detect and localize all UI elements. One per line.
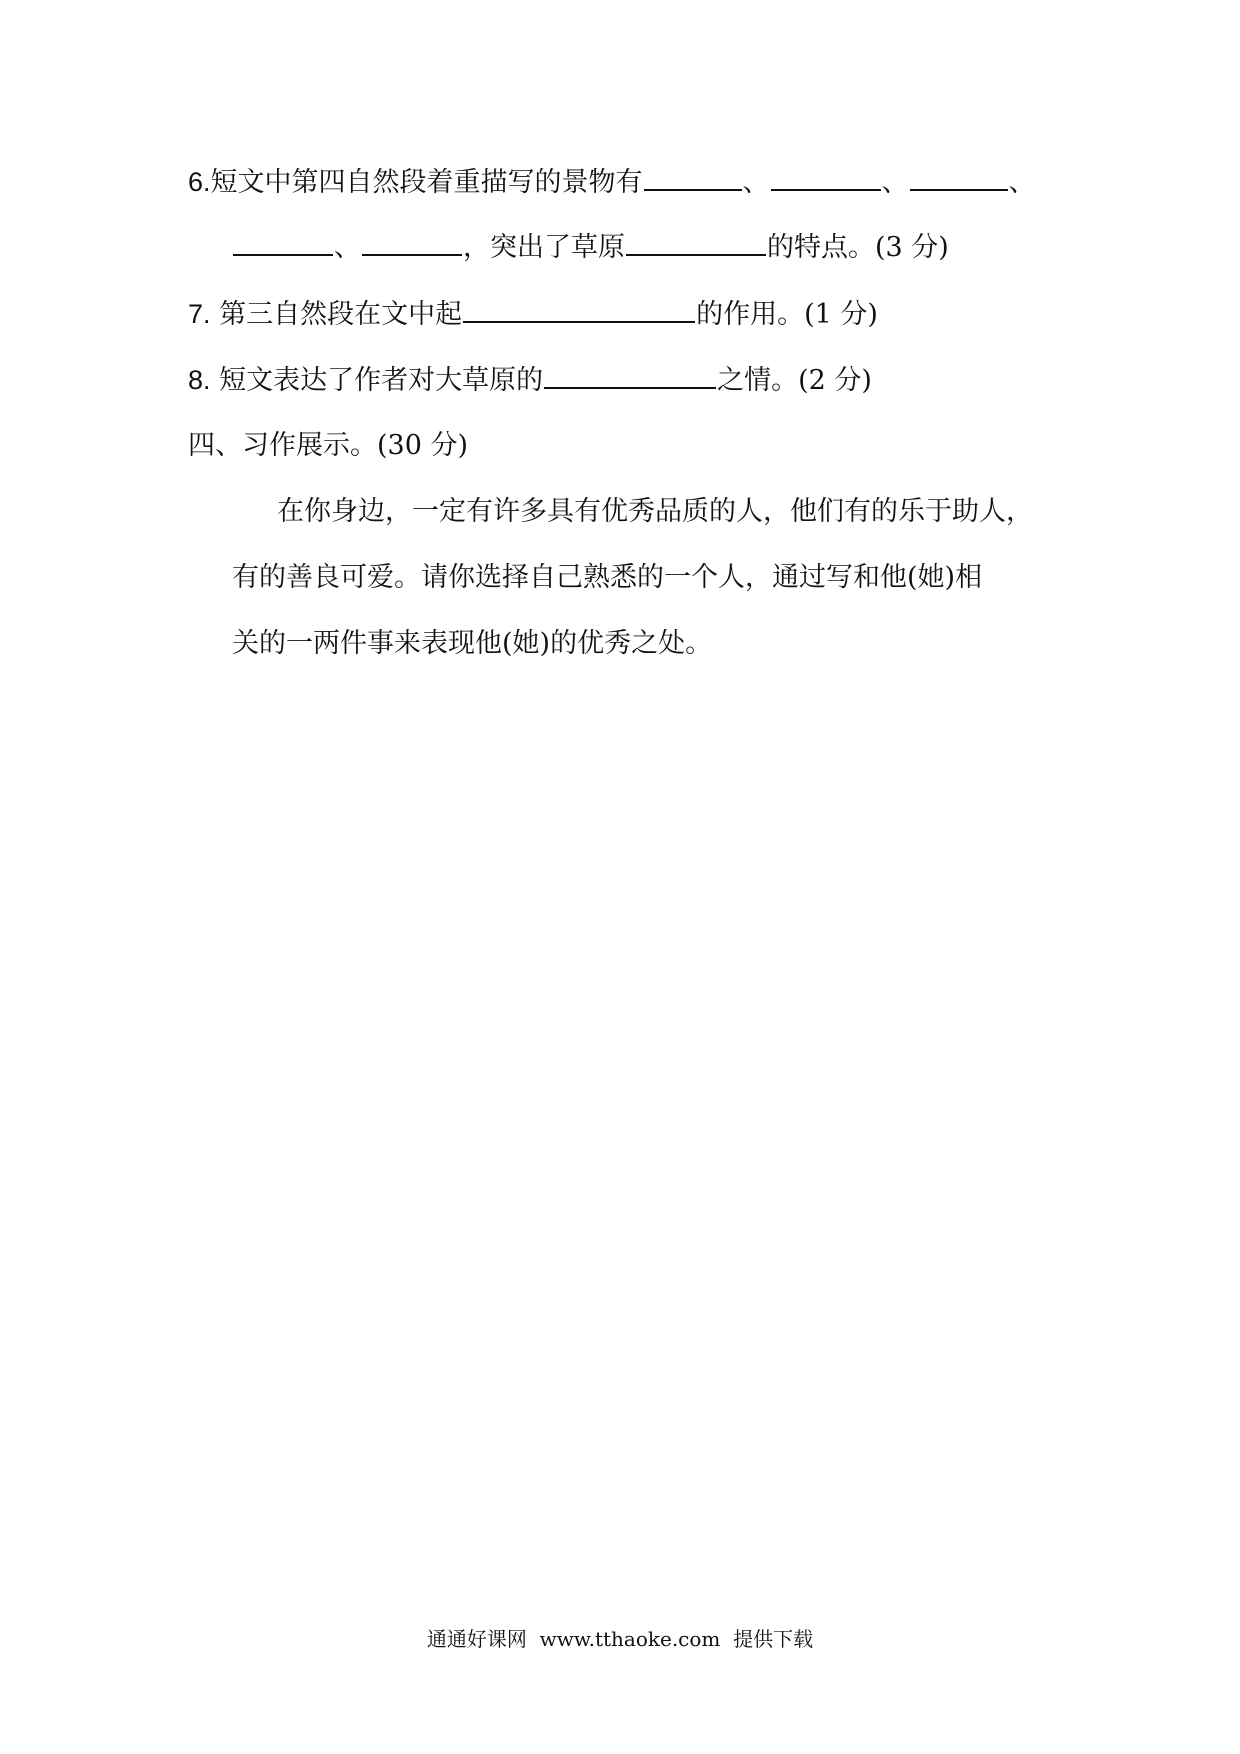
footer-credit: 通通好课网 www.tthaoke.com 提供下载 [426, 1627, 814, 1651]
section-4-paragraph-line-2: 有的善良可爱。请你选择自己熟悉的一个人，通过写和他(她)相 [232, 562, 983, 593]
question-6-score: 的特点。(3 分) [767, 232, 949, 263]
question-8-score: 之情。(2 分) [717, 365, 872, 396]
answer-blank[interactable] [233, 228, 333, 256]
question-7 [188, 294, 878, 335]
answer-blank[interactable] [544, 361, 716, 389]
question-8-number: 8. [188, 365, 211, 395]
answer-blank[interactable] [644, 163, 742, 191]
separator: 、 [881, 167, 909, 198]
section-4-paragraph-line-1: 在你身边，一定有许多具有优秀品质的人，他们有的乐于助人， [277, 496, 1033, 527]
separator: 、 [742, 167, 770, 198]
answer-blank[interactable] [910, 163, 1008, 191]
separator: 、 [1008, 167, 1036, 198]
section-4-paragraph-line-3: 关的一两件事来表现他(她)的优秀之处。 [232, 628, 713, 659]
answer-blank[interactable] [771, 163, 881, 191]
answer-blank[interactable] [463, 295, 695, 323]
question-6-line-2-text: ，突出了草原 [463, 232, 625, 263]
section-4-heading: 四、习作展示。(30 分) [188, 430, 469, 461]
separator: 、 [334, 232, 361, 263]
question-7-number: 7. [188, 299, 211, 329]
question-8 [188, 360, 872, 401]
question-6-number: 6. [188, 167, 211, 197]
answer-blank[interactable] [362, 228, 462, 256]
answer-blank[interactable] [626, 228, 766, 256]
question-6-text: 短文中第四自然段着重描写的景物有 [210, 167, 643, 198]
question-6-line-2 [232, 228, 949, 268]
question-7-text: 第三自然段在文中起 [219, 299, 463, 330]
question-6-line-1 [188, 162, 1036, 203]
question-8-text: 短文表达了作者对大草原的 [219, 365, 544, 396]
question-7-score: 的作用。(1 分) [696, 299, 878, 330]
